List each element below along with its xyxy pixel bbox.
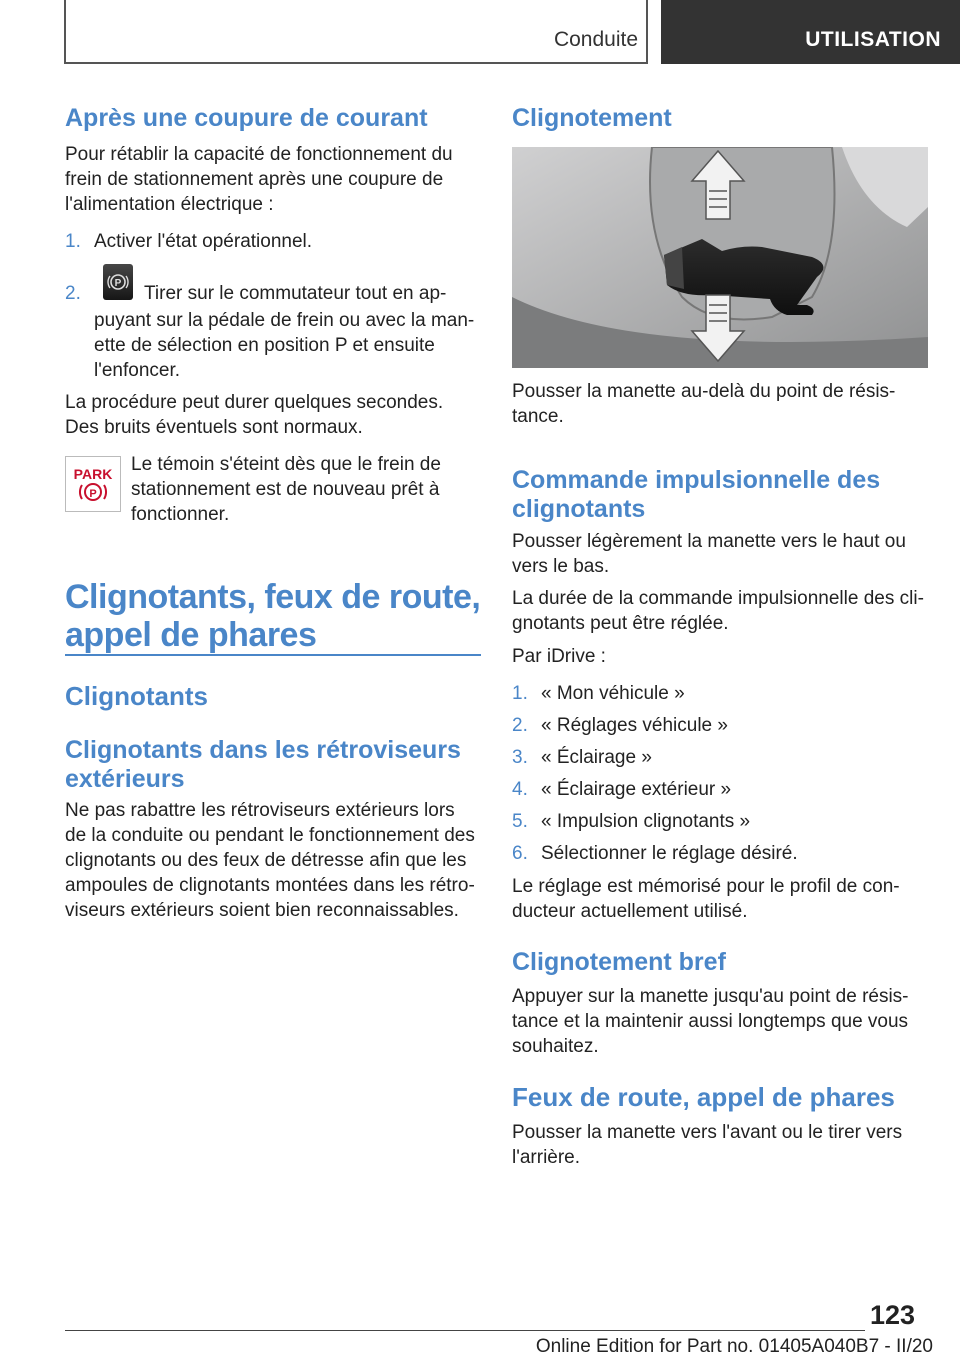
step-number: 2. <box>512 715 528 736</box>
list-item <box>65 229 481 254</box>
footer-edition: Online Edition for Part no. 01405A040B7 - II/20 <box>535 1336 933 1357</box>
step-text: Activer l'état opérationnel. <box>94 231 313 252</box>
heading-clignotement: Clignotement <box>512 104 672 132</box>
section-divider <box>65 654 481 656</box>
step-text: « Éclairage » <box>541 747 652 768</box>
list-item <box>65 264 481 384</box>
step-number: 6. <box>512 843 528 864</box>
paragraph-duration: La procédure peut durer quelques secondes. Des bruits éventuels sont normaux. <box>65 392 444 438</box>
header-chapter-title: UTILISATION <box>805 28 941 51</box>
paragraph-restore: Pour rétablir la capacité de fonctionnement du frein de stationnement après une coupure de l'alimentation électrique : <box>65 144 453 215</box>
restore-steps <box>65 229 481 254</box>
heading-main-section: Clignotants, feux de route, appel de phares <box>65 578 481 654</box>
step-text: « Éclairage extérieur » <box>541 779 732 800</box>
step-number: 3. <box>512 747 528 768</box>
paragraph-brief: Appuyer sur la manette jusqu'au point de résis- tance et la maintenir aussi longtemps que vous souhaitez. <box>512 986 909 1057</box>
idrive-steps <box>512 681 928 866</box>
list-item <box>512 809 928 834</box>
step-text-rest: puyant sur la pédale de frein ou avec la man- ette de sélection en position P et ensuite l'enfoncer. <box>94 310 475 381</box>
heading-high-beam: Feux de route, appel de phares <box>512 1082 895 1112</box>
paragraph-idrive: Par iDrive : <box>512 646 606 667</box>
step-text: « Mon véhicule » <box>541 683 685 704</box>
page-number: 123 <box>870 1300 916 1330</box>
parking-brake-switch-icon <box>103 264 133 300</box>
heading-impulse-command: Commande impulsionnelle des clignotants <box>512 466 881 523</box>
paragraph-high-beam: Pousser la manette vers l'avant ou le tirer vers l'arrière. <box>512 1122 903 1168</box>
step-number: 5. <box>512 811 528 832</box>
park-indicator-label: PARK <box>73 466 113 482</box>
step-number: 1. <box>512 683 528 704</box>
step-number: 1. <box>65 231 81 252</box>
park-indicator-icon <box>65 456 121 512</box>
svg-text:P: P <box>114 278 122 289</box>
header-section-title: Conduite <box>553 28 638 51</box>
step-text: « Réglages véhicule » <box>541 715 728 736</box>
list-item <box>512 713 928 738</box>
list-item <box>512 777 928 802</box>
heading-clignotants: Clignotants <box>65 681 208 711</box>
heading-mirror-indicators: Clignotants dans les rétroviseurs extérieurs <box>65 736 461 793</box>
footer-divider <box>65 1330 865 1331</box>
heading-after-power-cut: Après une coupure de courant <box>65 104 428 132</box>
list-item <box>512 745 928 770</box>
list-item <box>512 681 928 706</box>
paragraph-impulse-1: Pousser légèrement la manette vers le haut ou vers le bas. <box>512 531 906 577</box>
heading-brief-blink: Clignotement bref <box>512 948 726 976</box>
svg-text:P: P <box>89 488 97 500</box>
step-text: Sélectionner le réglage désiré. <box>541 843 798 864</box>
step-number: 2. <box>65 283 81 304</box>
step-text-first-line: Tirer sur le commutateur tout en ap- <box>144 283 447 304</box>
step-text: « Impulsion clignotants » <box>541 811 751 832</box>
indicator-stalk-photo <box>512 147 928 368</box>
paragraph-indicator: Le témoin s'éteint dès que le frein de stationnement est de nouveau prêt à fonctionner. <box>131 454 441 525</box>
paragraph-memorized: Le réglage est mémorisé pour le profil de con- ducteur actuellement utilisé. <box>512 876 900 922</box>
paragraph-mirrors: Ne pas rabattre les rétroviseurs extérieurs lors de la conduite ou pendant le fonctionnement des clignotants ou des feux de détresse afin que les ampoules de clignotants montées dans les rétro- viseurs extérieurs soient bien reconnaissables. <box>65 800 475 921</box>
list-item <box>512 841 928 866</box>
paragraph-impulse-2: La durée de la commande impulsionnelle des cli- gnotants peut être réglée. <box>512 588 924 634</box>
step-number: 4. <box>512 779 528 800</box>
paragraph-clignotement: Pousser la manette au-delà du point de résis- tance. <box>512 381 896 427</box>
